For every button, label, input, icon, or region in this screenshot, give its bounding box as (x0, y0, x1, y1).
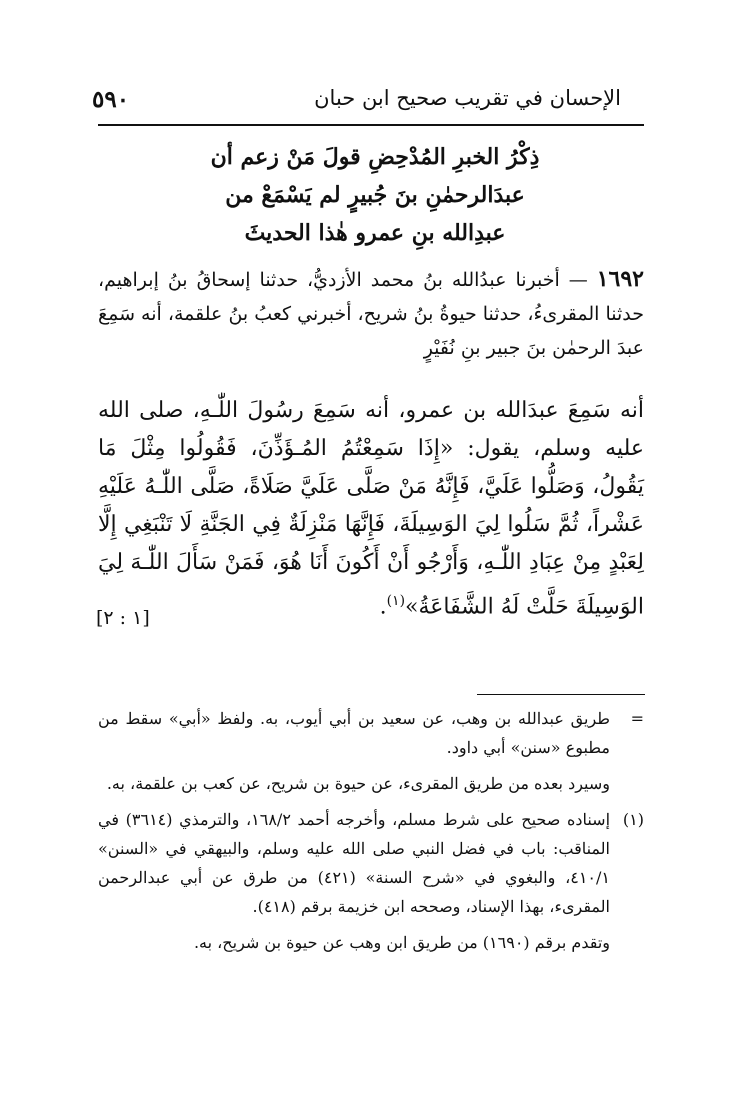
footnote-paragraph: وتقدم برقم (١٦٩٠) من طريق ابن وهب عن حيوة بن شريح، به. (193, 933, 610, 952)
footnote-1 (98, 805, 644, 921)
continuation-marker: = (630, 709, 644, 728)
chapter-heading-line: عبدِالله بنِ عمرو هٰذا الحديثَ (244, 220, 506, 246)
footnotes (98, 704, 644, 964)
chapter-heading-line: عبدَالرحمٰنِ بنَ جُبيرٍ لم يَسْمَعْ من (225, 182, 525, 208)
matn-end-period: . (379, 594, 387, 620)
hadith-number: ١٦٩٢ (596, 266, 644, 292)
matn-text: أنه سَمِعَ عبدَالله بن عمرو، أنه سَمِعَ رسُولَ اللّٰـهِ، صلى الله عليه وسلم، يقول: «إِذَا سَمِعْتُمُ المُـؤَذِّنَ، فَقُولُوا مِثْلَ مَا يَقُولُ، وَصَلُّوا عَلَيَّ، فَإِنَّهُ مَنْ صَلَّى عَلَيَّ صَلَاةً، صَلَّى اللّٰـهُ عَلَيْهِ عَشْراً، ثُمَّ سَلُوا لِيَ الوَسِيلَةَ، فَإِنَّهَا مَنْزِلَةٌ فِي الجَنَّةِ لَا تَنْبَغِي إِلَّا لِعَبْدٍ مِنْ عِبَادِ اللّٰـهِ، وَأَرْجُو أَنْ أَكُونَ أَنَا هُوَ، فَمَنْ سَأَلَ اللّٰـهَ لِيَ الوَسِيلَةَ حَلَّتْ لَهُ الشَّفَاعَةُ» (98, 398, 644, 620)
running-header (92, 82, 645, 116)
page-number: ٥٩٠ (92, 86, 130, 113)
footnote-paragraph: وسيرد بعده من طريق المقرىء، عن حيوة بن شريح، عن كعب بن علقمة، به. (106, 774, 610, 793)
header-divider (98, 124, 644, 126)
hadith-isnad (98, 262, 644, 365)
hadith-matn (98, 392, 644, 626)
chapter-heading (200, 138, 550, 252)
footnote-divider (477, 694, 645, 695)
footnote-continuation (98, 704, 644, 762)
isnad-text: — أخبرنا عبدُالله بنُ محمد الأزديُّ، حدثنا إسحاقُ بنُ إبراهيم، حدثنا المقرىءُ، حدثنا حيوةُ بنُ شريح، أخبرني كعبُ بنُ علقمة، أنه سَمِعَ عبدَ الرحمٰن بنَ جبير بنِ نُفَيْرٍ (98, 269, 644, 359)
hadith-reference-code: [١ : ٢] (96, 607, 150, 629)
footnote-text: إسناده صحيح على شرط مسلم، وأخرجه أحمد ١٦٨/٢، والترمذي (٣٦١٤) في المناقب: باب في فضل النبي صلى الله عليه وسلم، والبيهقي في «السنن» ٤١٠/١، والبغوي في «شرح السنة» (٤٢١) من طرق عن أبي عبدالرحمن المقرىء، بهذا الإسناد، وصححه ابن خزيمة برقم (٤١٨). (98, 810, 611, 916)
footnote-text: طريق عبدالله بن وهب، عن سعيد بن أبي أيوب، به. ولفظ «أبي» سقط من مطبوع «سنن» أبي داود. (98, 709, 610, 757)
chapter-heading-line: ذِكْرُ الخبرِ المُدْحِضِ قولَ مَنْ زعم أن (210, 144, 540, 170)
footnote-reference: (١) (386, 593, 406, 609)
book-title: الإحسان في تقريب صحيح ابن حبان (314, 86, 621, 110)
footnote-marker: (١) (622, 810, 644, 829)
